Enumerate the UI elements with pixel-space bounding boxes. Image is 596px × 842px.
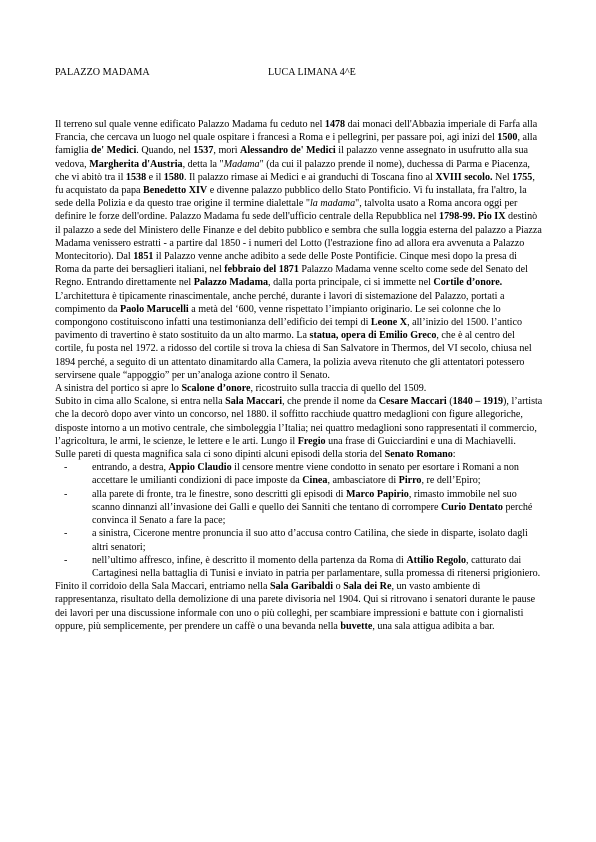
- list-item: - entrando, a destra, Appio Claudio il censore mentre viene condotto in senato per esortare i Romani a non accettare le umilianti condizioni di pace imposte da Cinea, ambasciatore di Pirro, re dell’Epiro;: [55, 461, 543, 487]
- paragraph-scalone: A sinistra del portico si apre lo Scalone d’onore, ricostruito sulla traccia di quello del 1509.: [55, 383, 427, 395]
- paragraph-history: Il terreno sul quale venne edificato Palazzo Madama fu ceduto nel 1478 dai monaci dell'Abbazia imperiale di Farfa alla Francia, che cercava un luogo nel quale ospitare i francesi a Roma e i pellegrini, per passare poi, agi inizi del 1500, alla famiglia de' Medici. Quando, nel 1537, morì Alessandro de' Medici il palazzo venne assegnato in usufrutto alla sua vedova, Margherita d'Austria, detta la "Madama" (da cui il palazzo prende il nome), duchessa di Parma e Piacenza, che vi abitò tra il 1538 e il 1580. Il palazzo rimase ai Medici e ai granduchi di Toscana fino al XVIII secolo. Nel 1755, fu acquistato da papa Benedetto XIV e divenne palazzo pubblico dello Stato Pontificio. Vi fu installata, fra l'altro, la sede della Polizia e da questo trae origine il termine dialettale "la madama", talvolta usato a Roma ancora oggi per definire le forze dell'ordine. Palazzo Madama fu sede dell'ufficio centrale della Repubblica nel 1798-99. Pio IX destinò il palazzo a sede del Ministero delle Finanze e del debito pubblico e sembra che sulla loggia esterna del palazzo a Piazza Madama venissero estratti - a partire dal 1850 - i numeri del Lotto (l'estrazione fino ad allora era avvenuta a Palazzo Montecitorio). Dal 1851 il Palazzo venne anche adibito a sede delle Poste Pontificie. Cinque mesi dopo la presa di Roma da parte dei bersaglieri italiani, nel febbraio del 1871 Palazzo Madama venne scelto come sede del Senato del Regno. Entrando direttamente nel Palazzo Madama, dalla porta principale, ci si immette nel Cortile d’onore. L’architettura è tipicamente rinascimentale, anche perché, durante i lavori di sistemazione del Palazzo, portati a compimento da Paolo Marucelli a metà del ‘600, venne rispettato l’impianto originario. Le sei colonne che lo compongono costituiscono infatti una testimonianza dell’edificio dei tempi di Leone X, all’inizio del 1500. l’antico pavimento di travertino è stato sostituito da un alto marmo. La statua, opera di Emilio Greco, che è al centro del cortile, fu posta nel 1972. a ridosso del cortile si trova la chiesa di San Salvatore in Thermos, del VI secolo, chiusa nel 1894 perché, a seguito di un attentato dinamitardo alla Camera, la polizia aveva ritenuto che gli attentatori potessero servirsene quale “appoggio” per un’analoga azione contro il Senato.: [55, 119, 542, 381]
- paragraph-sala-garibaldi: Finito il corridoio della Sala Maccari, entriamo nella Sala Garibaldi o Sala dei Re, un vasto ambiente di rappresentanza, risultato della demolizione di una parete divisoria nel 1904. Qui si ritrovano i senatori durante le pause dei lavori per una discussione informale con uno o più colleghi, per scambiare impressioni e battute con i giornalisti oppure, più semplicemente, per prendere un caffè o una bevanda nella buvette, una sala attigua adibita a bar.: [55, 581, 536, 632]
- paragraph-sala-maccari: Subito in cima allo Scalone, si entra nella Sala Maccari, che prende il nome da Cesare Maccari (1840 – 1919), l’artista che la decorò dopo aver vinto un concorso, nel 1880. il soffitto racchiude quattro medaglioni con figure allegoriche, disposte intorno a un motivo centrale, che simboleggia l’Italia; nei quattro medaglioni sono rappresentati il commercio, l’agricoltura, le armi, le scienze, le lettere e le arti. Lungo il Fregio una frase di Guicciardini e una di Machiavelli.: [55, 396, 543, 447]
- paragraph-pareti: Sulle pareti di questa magnifica sala ci sono dipinti alcuni episodi della storia del Senato Romano:: [55, 449, 456, 461]
- list-item: - alla parete di fronte, tra le finestre, sono descritti gli episodi di Marco Papirio, rimasto immobile nel suo scanno dinnanzi all’invasione dei Galli e quello dei Sanniti che tentano di corrompere Curio Dentato perché convinca il Senato a fare la pace;: [55, 488, 543, 528]
- document-page: [55, 66, 543, 633]
- list-item: - a sinistra, Cicerone mentre pronuncia il suo atto d’accusa contro Catilina, che siede in disparte, isolato dagli altri senatori;: [55, 527, 543, 553]
- list-item: - nell’ultimo affresco, infine, è descritto il momento della partenza da Roma di Attilio Regolo, catturato dai Cartaginesi nella battaglia di Tunisi e inviato in patria per parlamentare, sulla promessa di ritenersi prigioniero.: [55, 554, 543, 580]
- episodes-list: [55, 461, 543, 580]
- document-header: [55, 66, 543, 80]
- document-author: LUCA LIMANA 4^E: [268, 67, 356, 78]
- document-title: PALAZZO MADAMA: [55, 67, 150, 78]
